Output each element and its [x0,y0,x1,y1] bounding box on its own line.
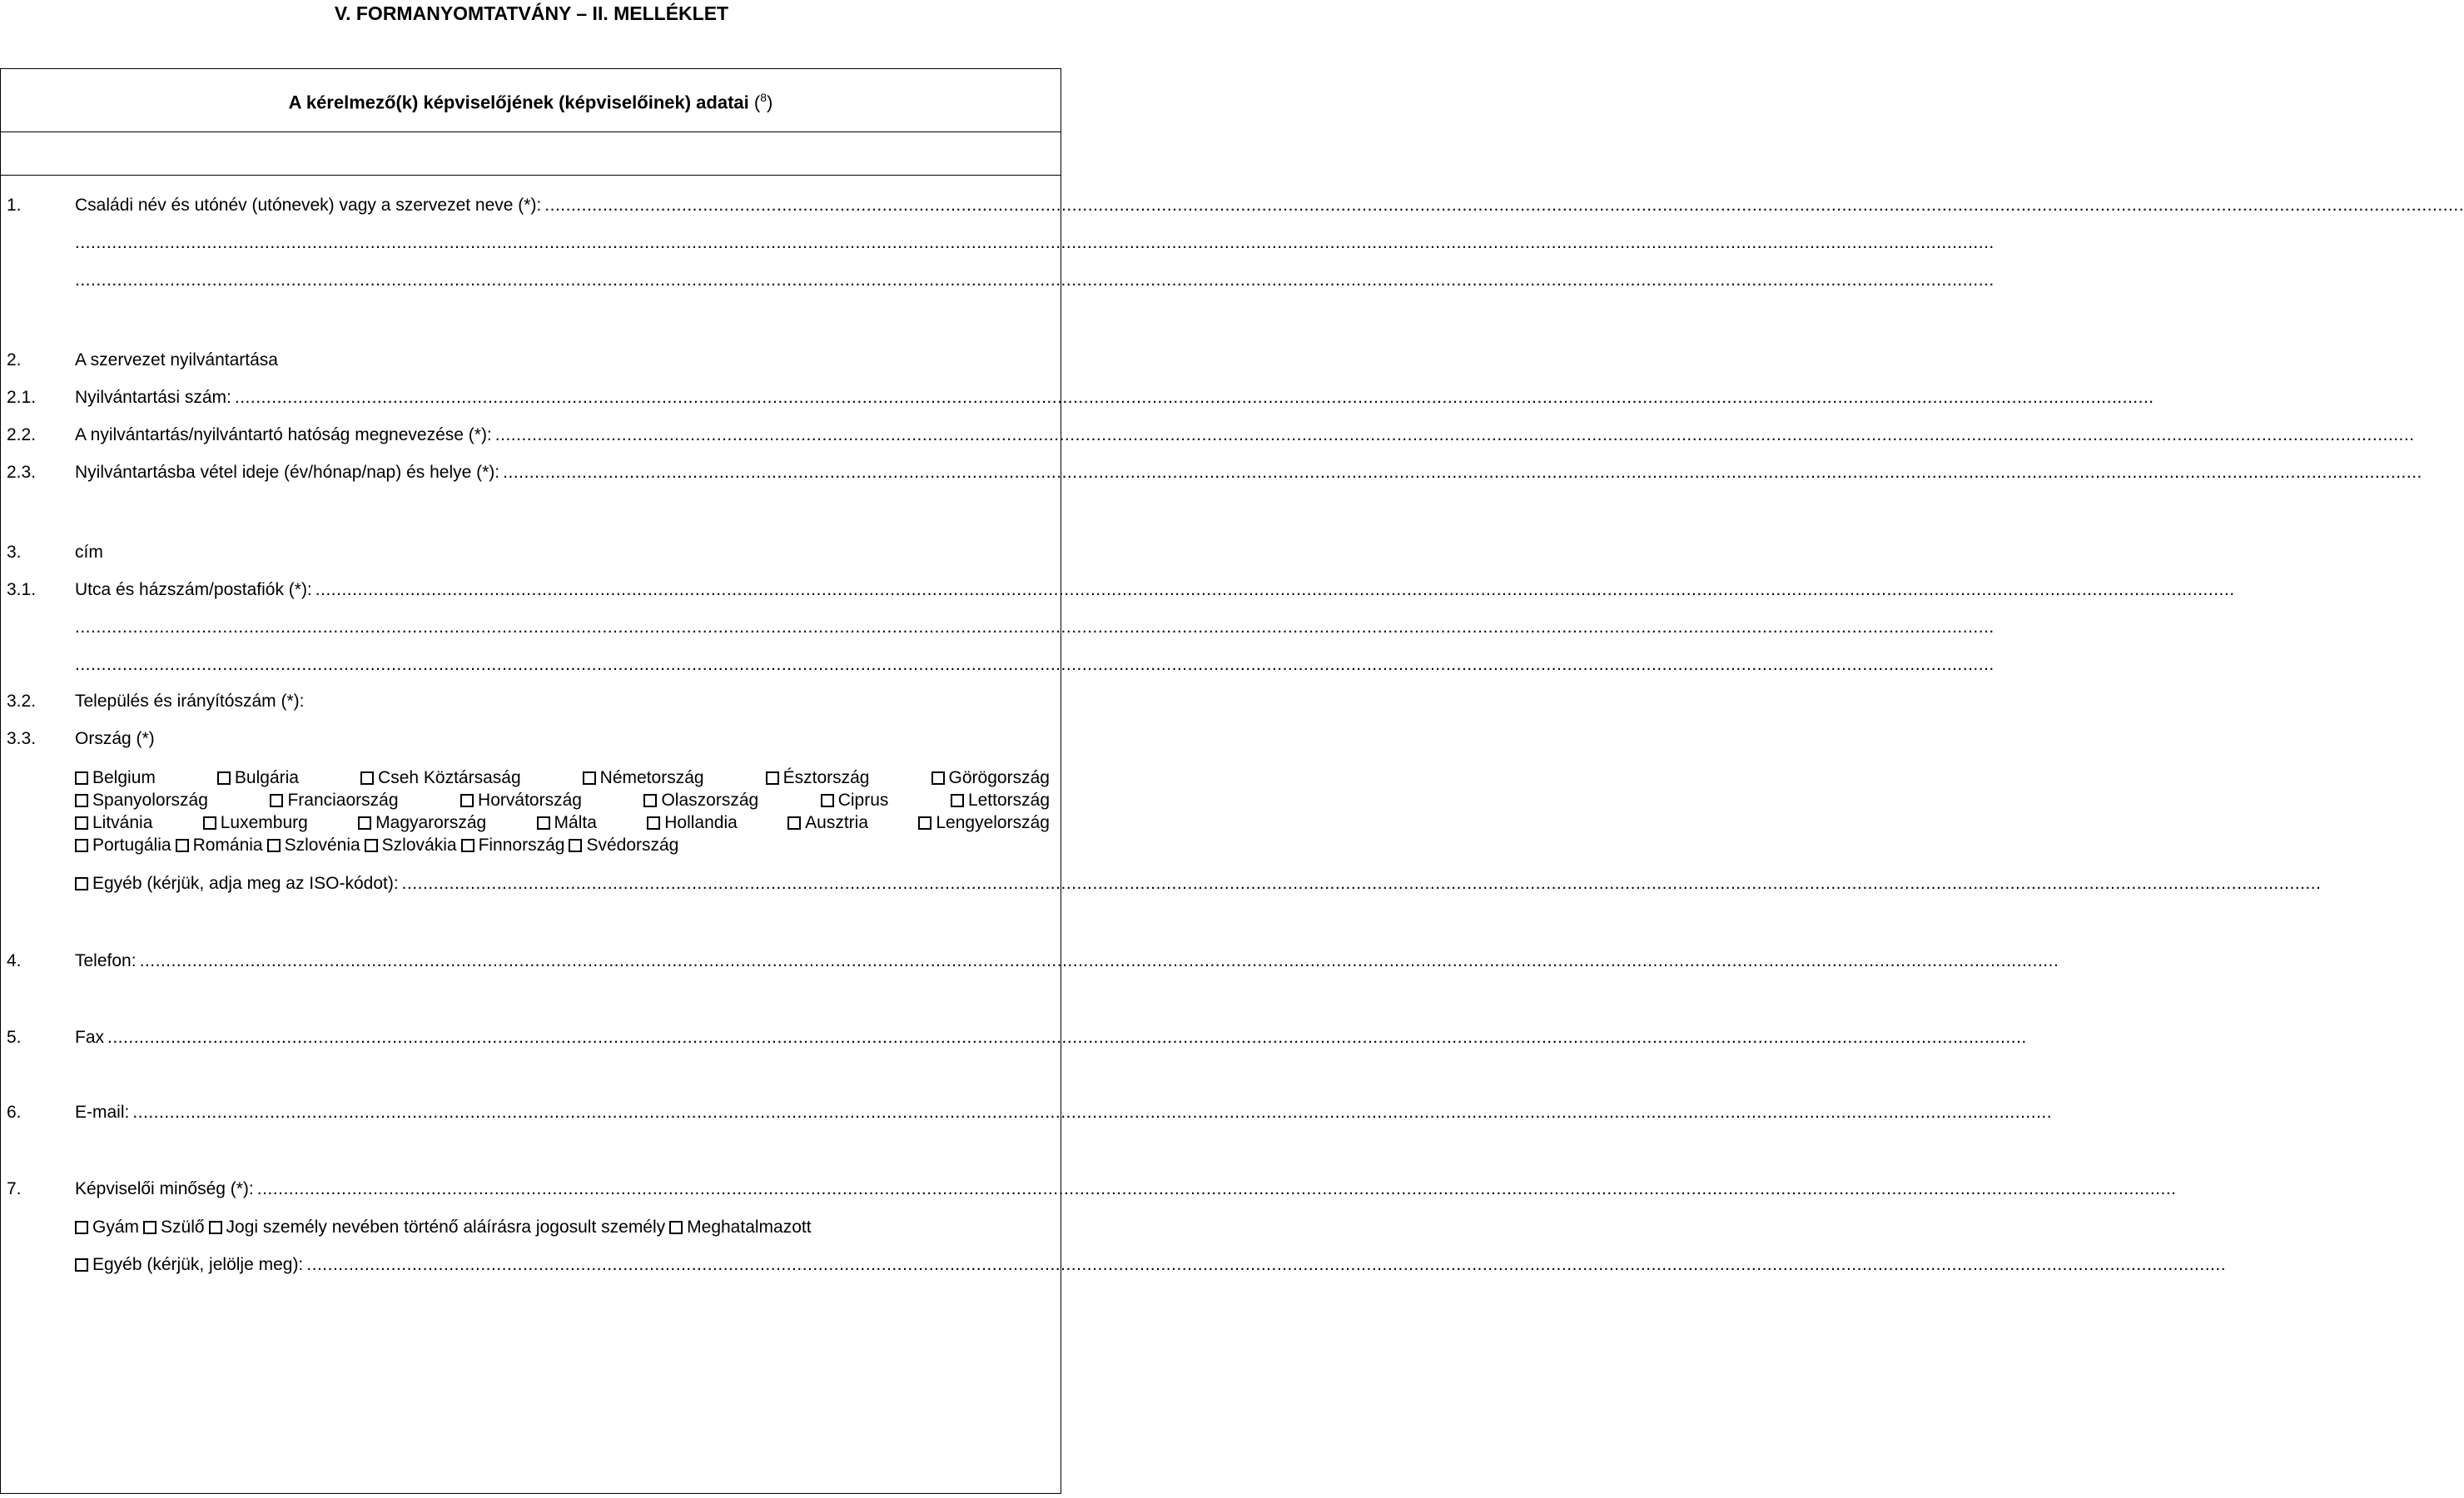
checkbox-icon[interactable] [931,771,945,785]
country-option-germany[interactable]: Németország [583,766,704,789]
field-name-row: 1. Családi név és utónév (utónevek) vagy a szervezet neve (*): ............................................................................................................................................................................................................................................................................................................................................................................ [1,194,1051,217]
capacity-option-parent[interactable]: Szülő [143,1216,205,1238]
country-option-other[interactable]: Egyéb (kérjük, adja meg az ISO-kódot): [75,872,402,895]
checkbox-icon[interactable] [951,794,964,807]
city-row: 3.2. Település és irányítószám (*): [1,690,1051,713]
registration-number-row: 2.1. Nyilvántartási szám: ............................................................................................................................................................................................................................................................................................................................................................................ [1,386,1051,409]
checkbox-icon[interactable] [821,794,834,807]
city-label: Település és irányítószám (*): [75,692,305,711]
country-option-bulgaria[interactable]: Bulgária [217,766,299,789]
country-option-portugal[interactable]: Portugália [75,834,171,856]
checkbox-icon[interactable] [75,794,88,807]
checkbox-icon[interactable] [75,1221,88,1234]
capacity-option-authorized[interactable]: Meghatalmazott [669,1216,811,1238]
name-input-line-2[interactable]: ............................................................................................................................................................................................................................................................................................................................................................................ [75,233,1995,252]
checkbox-icon[interactable] [669,1221,683,1234]
capacity-other-row [75,1253,2227,1277]
country-option-finland[interactable]: Finnország [461,834,565,856]
country-option-latvia[interactable]: Lettország [951,789,1050,811]
registration-authority-input[interactable]: ............................................................................................................................................................................................................................................................................................................................................................................ [494,425,2415,444]
checkbox-icon[interactable] [358,816,371,830]
fax-input[interactable]: ............................................................................................................................................................................................................................................................................................................................................................................ [107,1028,2027,1047]
street-input-line-3[interactable]: ............................................................................................................................................................................................................................................................................................................................................................................ [75,655,1995,674]
checkbox-icon[interactable] [75,877,88,890]
country-option-croatia[interactable]: Horvátország [460,789,582,811]
country-option-poland[interactable]: Lengyelország [918,811,1050,834]
checkbox-icon[interactable] [75,1258,88,1272]
page-title: V. FORMANYOMTATVÁNY – II. MELLÉKLET [334,2,729,24]
country-option-france[interactable]: Franciaország [270,789,398,811]
capacity-other-input[interactable]: ............................................................................................................................................................................................................................................................................................................................................................................ [306,1255,2227,1274]
capacity-option-legal-signatory[interactable]: Jogi személy nevében történő aláírásra jogosult személy [209,1216,666,1238]
country-option-cyprus[interactable]: Ciprus [821,789,889,811]
country-options-line-3 [75,811,1050,834]
capacity-option-guardian[interactable]: Gyám [75,1216,139,1238]
footnote-ref: 8 [760,91,767,104]
form-box [0,68,2464,1494]
country-option-sweden[interactable]: Svédország [569,834,678,856]
street-input-line-2[interactable]: ............................................................................................................................................................................................................................................................................................................................................................................ [75,618,1995,637]
country-option-slovenia[interactable]: Szlovénia [267,834,360,856]
checkbox-icon[interactable] [569,839,582,852]
checkbox-icon[interactable] [643,794,657,807]
email-input[interactable]: ............................................................................................................................................................................................................................................................................................................................................................................ [132,1103,2053,1122]
checkbox-icon[interactable] [270,794,283,807]
capacity-row: 7. Képviselői minőség (*): ............................................................................................................................................................................................................................................................................................................................................................................ [1,1178,1051,1201]
checkbox-icon[interactable] [75,839,88,852]
checkbox-icon[interactable] [583,771,596,785]
checkbox-icon[interactable] [787,816,801,830]
capacity-input[interactable]: ............................................................................................................................................................................................................................................................................................................................................................................ [256,1179,2177,1198]
checkbox-icon[interactable] [537,816,550,830]
iso-code-input[interactable]: ............................................................................................................................................................................................................................................................................................................................................................................ [401,874,2322,893]
email-row: 6. E-mail: ............................................................................................................................................................................................................................................................................................................................................................................ [1,1101,1051,1124]
checkbox-icon[interactable] [75,816,88,830]
country-option-italy[interactable]: Olaszország [643,789,758,811]
country-option-luxembourg[interactable]: Luxemburg [203,811,308,834]
country-options-line-1 [75,766,1050,789]
fax-row: 5. Fax ............................................................................................................................................................................................................................................................................................................................................................................ [1,1026,1051,1049]
country-option-greece[interactable]: Görögország [931,766,1050,789]
checkbox-icon[interactable] [365,839,378,852]
registration-date-input[interactable]: ............................................................................................................................................................................................................................................................................................................................................................................ [503,463,2422,482]
country-option-malta[interactable]: Málta [537,811,597,834]
checkbox-icon[interactable] [918,816,931,830]
phone-input[interactable]: ............................................................................................................................................................................................................................................................................................................................................................................ [139,951,2059,970]
checkbox-icon[interactable] [143,1221,156,1234]
registration-heading: 2. A szervezet nyilvántartása [7,350,278,370]
checkbox-icon[interactable] [176,839,189,852]
address-heading: 3. cím [7,543,103,562]
checkbox-icon[interactable] [766,771,779,785]
registration-date-row: 2.3. Nyilvántartásba vétel ideje (év/hónap/nap) és helye (*): ............................................................................................................................................................................................................................................................................................................................................................................ [1,461,1051,484]
country-option-hungary[interactable]: Magyarország [358,811,486,834]
country-row: 3.3. Ország (*) [7,729,155,748]
country-other-row [75,872,2322,895]
registration-number-input[interactable]: ............................................................................................................................................................................................................................................................................................................................................................................ [234,388,2154,407]
country-option-estonia[interactable]: Észtország [766,766,870,789]
checkbox-icon[interactable] [75,771,88,785]
country-option-spain[interactable]: Spanyolország [75,789,208,811]
country-options-line-4 [75,834,1050,856]
country-option-romania[interactable]: Románia [176,834,263,856]
registration-authority-row: 2.2. A nyilvántartás/nyilvántartó hatóság megnevezése (*): ............................................................................................................................................................................................................................................................................................................................................................................ [1,424,1051,447]
street-row: 3.1. Utca és házszám/postafiók (*): ............................................................................................................................................................................................................................................................................................................................................................................ [1,578,1051,602]
phone-row: 4. Telefon: ............................................................................................................................................................................................................................................................................................................................................................................ [1,950,1051,973]
header-text: A kérelmező(k) képviselőjének (képviselőinek) adatai [288,92,749,113]
name-input[interactable]: ............................................................................................................................................................................................................................................................................................................................................................................ [544,196,2464,215]
checkbox-icon[interactable] [209,1221,222,1234]
country-option-austria[interactable]: Ausztria [787,811,868,834]
checkbox-icon[interactable] [460,794,474,807]
country-option-czech[interactable]: Cseh Köztársaság [360,766,521,789]
country-options-line-2 [75,789,1050,811]
capacity-options [75,1216,1050,1238]
country-option-netherlands[interactable]: Hollandia [647,811,738,834]
checkbox-icon[interactable] [217,771,231,785]
checkbox-icon[interactable] [461,839,474,852]
checkbox-icon[interactable] [360,771,374,785]
country-option-slovakia[interactable]: Szlovákia [365,834,457,856]
checkbox-icon[interactable] [267,839,281,852]
blank-row [1,132,1061,176]
checkbox-icon[interactable] [647,816,660,830]
checkbox-icon[interactable] [203,816,216,830]
country-option-belgium[interactable]: Belgium [75,766,156,789]
name-input-line-3[interactable]: ............................................................................................................................................................................................................................................................................................................................................................................ [75,270,1995,290]
section-header: A kérelmező(k) képviselőjének (képviselőinek) adatai ($^8$) [1,69,1061,132]
capacity-option-other[interactable]: Egyéb (kérjük, jelölje meg): [75,1253,306,1277]
country-option-lithuania[interactable]: Litvánia [75,811,152,834]
street-input[interactable]: ............................................................................................................................................................................................................................................................................................................................................................................ [315,580,2235,599]
